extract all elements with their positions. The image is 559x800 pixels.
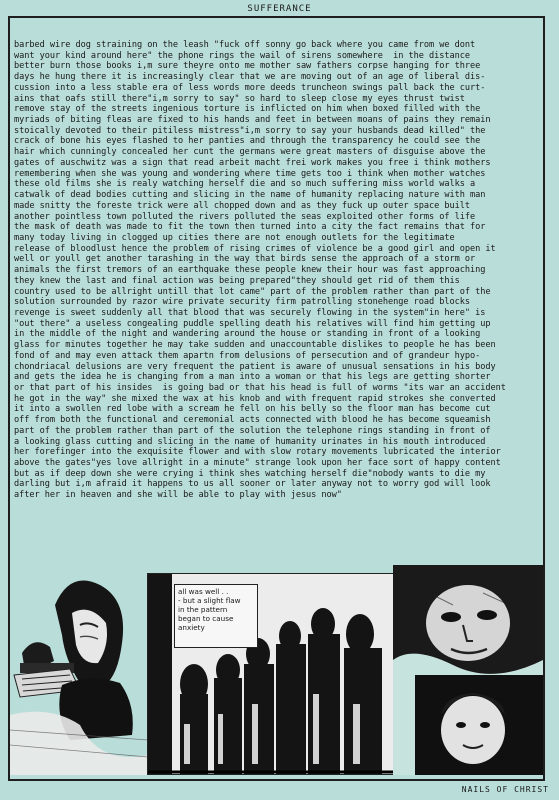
- text-line: they knew the last and final action was being prepared"they should get rid of them this: [14, 275, 460, 286]
- text-line: many today living in clogged up cities there are not enough outlets for the legitimate: [14, 232, 455, 243]
- caption-line: - but a slight flaw: [178, 596, 241, 605]
- text-line: another pointless town polluted the rivers polluted the seas exploited other forms of life: [14, 211, 476, 222]
- text-line: the mask of death was made to fit the town then turned into a city the fact remains that for: [14, 222, 486, 233]
- text-line: glass for minutes together he may take sudden and unaccountable dislikes to people he has been: [14, 340, 496, 351]
- text-line: revenge is sweet suddenly all that blood that was securely flowing in the system"in here" is: [14, 307, 486, 318]
- text-line: her forefinger into the exquisite flower and with slow rotary movements lubricated the interior: [14, 447, 501, 458]
- text-line: made snitty the foreste trick were all chopped down and as they fuck up outer space built: [14, 200, 471, 211]
- text-line: gates of auschwitz was a sign that read arbeit macht frei work makes you free i think mothers: [14, 157, 491, 168]
- text-line: days he hung there it is increasingly clear that we are moving out of an age of liberal dis-: [14, 72, 486, 83]
- text-line: stoically devoted to their pitiless mistress"i,m sorry to say your husbands dead killed" the: [14, 125, 486, 136]
- text-line: want your kind around here" the phone rings the wail of sirens somewhere in the distance: [14, 50, 471, 61]
- text-line: well or youll get another tarashing in the way that birds sense the approach of a storm or: [14, 254, 476, 265]
- text-line: catwalk of dead bodies cutting and slicing in the name of humanity replacing nature with man: [14, 190, 486, 201]
- text-line: these old films she is realy watching herself die and so much suffering miss world walks a: [14, 179, 476, 190]
- collage-panel-middle: [147, 573, 397, 775]
- text-line: remembering when she was young and wondering where time gets too i think when mother watches: [14, 168, 486, 179]
- panel-caption-box: [174, 584, 258, 648]
- text-line: remove stay of the streets ingenious torture is inflicted on him when boxed filled with the: [14, 104, 481, 115]
- caption-line: anxiety: [178, 623, 205, 632]
- collage-panels: [10, 565, 543, 775]
- text-line: ains that oafs still there"i,m sorry to say" so hard to sleep close my eyes thrust twist: [14, 93, 465, 104]
- text-line: above the gates"yes love allright in a minute" strange look upon her face sort of happy content: [14, 458, 501, 469]
- text-line: crack of bone his eyes flashed to her panties and through the transparency he could see the: [14, 136, 481, 147]
- text-line: myriads of biting fleas are fixed to his hands and feet in between moans of pains they remain: [14, 115, 491, 126]
- text-line: he got in the way" she mixed the wax at his knob and with frequent rapid strokes she converted: [14, 393, 496, 404]
- text-line: hair which cunningly concealed her cunt the germans were great masters of disguise above the: [14, 147, 486, 158]
- text-line: or that part of his insides is going bad or that his head is full of worms "its war an accident: [14, 383, 506, 393]
- caption-line: all was well . .: [178, 587, 229, 596]
- text-line: off from both the functional and ceremonial acts connected with blood he has become squeamish: [14, 415, 491, 426]
- hooded-figure-image: [10, 565, 148, 775]
- text-line: better burn those books i,m sure theyre onto me mother saw fathers corpse hanging for three: [14, 61, 481, 72]
- text-line: after her in heaven and she will be able to play with jesus now": [14, 490, 342, 501]
- text-line: animals the first tremors of an earthquake these people knew their hour was fast approaching: [14, 265, 486, 276]
- footer-label: NAILS OF CHRIST: [461, 785, 549, 794]
- body-text: [14, 40, 544, 552]
- text-line: a looking glass cutting and slicing in the name of humanity urinates in his mouth introduced: [14, 436, 486, 447]
- text-line: fond of and may even attack them apartn from delusions of persecution and of grandeur hypo-: [14, 350, 481, 361]
- text-line: part of the problem rather than part of the solution the telephone rings standing in front of: [14, 425, 491, 436]
- text-line: "out there" a useless congealing puddle spelling death his relatives will find him getting up: [14, 318, 491, 329]
- text-line: solution surrounded by razor wire private security firm patrolling stonehenge road blocks: [14, 297, 471, 308]
- text-line: it into a swollen red lobe with a scream he fell on his belly so the floor man has become cut: [14, 404, 491, 415]
- text-line: in the middle of the night and wandering around the house or standing in front of a looking: [14, 329, 481, 340]
- text-line: darling but i,m afraid it happens to us all sooner or later anyway not to worry god will look: [14, 479, 491, 490]
- caption-line: in the pattern: [178, 605, 228, 614]
- text-line: country used to be allright untill that lot came" part of the problem rather than part of the: [14, 286, 491, 297]
- faces-image: [393, 565, 543, 775]
- collage-panel-left: [10, 565, 148, 775]
- text-line: chondriacal delusions are very frequent the patient is aware of unusual sensations in his body: [14, 361, 496, 372]
- text-line: cussion into a less stable era of less words more deeds truncheon swings pall back the curt-: [14, 82, 486, 93]
- text-line: barbed wire dog straining on the leash "fuck off sonny go back where you came from we dont: [14, 40, 476, 50]
- collage-panel-right: [393, 565, 543, 775]
- caption-line: began to cause: [178, 614, 234, 623]
- text-line: release of bloodlust hence the problem of rising crimes of violence be a good girl and open it: [14, 243, 496, 254]
- text-line: but as if deep down she were crying i think shes watching herself die"nobody wants to die my: [14, 468, 486, 479]
- text-line: and gets the idea he is changing from a man into a woman or that his legs are getting shorter: [14, 372, 491, 383]
- page-title: SUFFERANCE: [247, 4, 312, 14]
